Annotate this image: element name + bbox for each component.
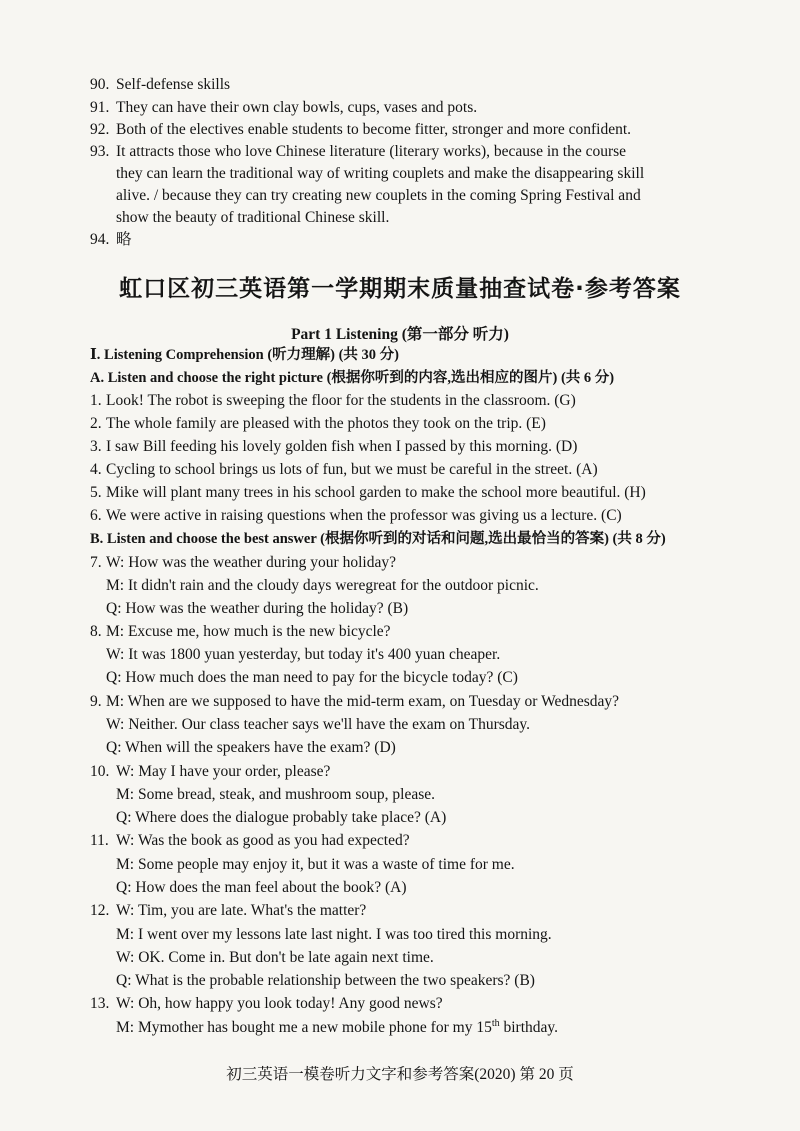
list-item: [90, 482, 646, 504]
item-text: We were active in raising questions when the professor was giving us a lecture. (C): [106, 507, 622, 524]
ordinal-suffix: th: [491, 1017, 500, 1029]
item-number: 10.: [90, 763, 110, 780]
item-text: Cycling to school brings us lots of fun, but we must be careful in the street. (A): [106, 461, 598, 478]
item-number: 3.: [90, 438, 102, 455]
item-number: 4.: [90, 461, 102, 478]
dialogue-line: W: Oh, how happy you look today! Any good news?: [116, 995, 443, 1012]
dialogue-line: M: When are we supposed to have the mid-term exam, on Tuesday or Wednesday?: [106, 693, 620, 710]
list-item: [90, 505, 622, 527]
part-heading: Part 1 Listening (第一部分 听力): [291, 326, 509, 343]
dialogue-item: [90, 761, 330, 783]
dialogue-line: W: Tim, you are late. What's the matter?: [116, 902, 367, 919]
item-number: 11.: [90, 832, 109, 849]
item-number: 8.: [90, 623, 102, 640]
dialogue-line: M: Some people may enjoy it, but it was a waste of time for me.: [116, 856, 515, 873]
dialogue-line: Q: What is the probable relationship between the two speakers? (B): [116, 972, 535, 989]
answer-item: [90, 229, 132, 251]
item-number: 5.: [90, 484, 102, 501]
dialogue-line: M: I went over my lessons late last night. I was too tired this morning.: [116, 926, 552, 943]
item-text: 略: [116, 231, 132, 248]
item-text-continued: they can learn the traditional way of writing couplets and make the disappearing skill: [116, 165, 645, 182]
dialogue-item: [90, 900, 366, 922]
dialogue-line: W: Neither. Our class teacher says we'll have the exam on Thursday.: [106, 716, 531, 733]
section-heading: Ⅰ. Listening Comprehension (听力理解) (共 30 分): [90, 347, 400, 363]
dialogue-line: M: Some bread, steak, and mushroom soup, please.: [116, 786, 435, 803]
dialogue-line: W: OK. Come in. But don't be late again next time.: [116, 949, 434, 966]
item-text: The whole family are pleased with the photos they took on the trip. (E): [106, 415, 546, 432]
item-number: 13.: [90, 995, 110, 1012]
item-number: 6.: [90, 507, 102, 524]
answer-item: [90, 141, 626, 163]
dialogue-item: [90, 621, 391, 643]
dialogue-line: M: Excuse me, how much is the new bicycle?: [106, 623, 391, 640]
list-item: [90, 436, 577, 458]
section-heading: A. Listen and choose the right picture (根据你听到的内容,选出相应的图片) (共 6 分): [90, 370, 615, 386]
dialogue-item: [90, 993, 443, 1015]
item-text: Both of the electives enable students to become fitter, stronger and more confident.: [116, 121, 632, 138]
list-item: [90, 459, 598, 481]
item-number: 2.: [90, 415, 102, 432]
item-text: Self-defense skills: [116, 76, 231, 93]
list-item: [90, 390, 576, 412]
dialogue-item: [90, 691, 619, 713]
answer-item: [90, 119, 631, 141]
item-text: It attracts those who love Chinese literature (literary works), because in the course: [116, 143, 627, 160]
item-number: 9.: [90, 693, 102, 710]
answer-item: [90, 97, 477, 119]
answer-item: [90, 74, 230, 96]
dialogue-line: W: May I have your order, please?: [116, 763, 331, 780]
item-number: 12.: [90, 902, 110, 919]
item-number: 93.: [90, 143, 110, 160]
dialogue-line: Q: How does the man feel about the book? (A): [116, 879, 407, 896]
item-number: 94.: [90, 231, 110, 248]
dialogue-item: [90, 552, 396, 574]
dialogue-line: Q: How was the weather during the holiday? (B): [106, 600, 409, 617]
item-number: 91.: [90, 99, 110, 116]
item-number: 90.: [90, 76, 110, 93]
item-text-continued: show the beauty of traditional Chinese skill.: [116, 209, 390, 226]
dialogue-line: Q: How much does the man need to pay for the bicycle today? (C): [106, 669, 518, 686]
dialogue-item: [90, 830, 410, 852]
dialogue-line: M: It didn't rain and the cloudy days weregreat for the outdoor picnic.: [106, 577, 539, 594]
dialogue-line: W: Was the book as good as you had expected?: [116, 832, 410, 849]
item-text: Mike will plant many trees in his school garden to make the school more beautiful. (H): [106, 484, 646, 501]
dialogue-text-end: birthday.: [499, 1019, 559, 1036]
dialogue-text: M: Mymother has bought me a new mobile phone for my 15: [116, 1019, 492, 1036]
item-text: Look! The robot is sweeping the floor for the students in the classroom. (G): [106, 392, 576, 409]
dialogue-line: Q: When will the speakers have the exam? (D): [106, 739, 396, 756]
dialogue-line: W: How was the weather during your holiday?: [106, 554, 396, 571]
item-text: I saw Bill feeding his lovely golden fish when I passed by this morning. (D): [106, 438, 578, 455]
dialogue-line: [116, 1017, 558, 1039]
document-title: 虹口区初三英语第一学期期末质量抽查试卷·参考答案: [119, 276, 681, 302]
page-footer: 初三英语一模卷听力文字和参考答案(2020) 第 20 页: [226, 1066, 574, 1083]
item-number: 92.: [90, 121, 110, 138]
dialogue-line: Q: Where does the dialogue probably take place? (A): [116, 809, 447, 826]
item-number: 7.: [90, 554, 102, 571]
section-heading: B. Listen and choose the best answer (根据你听到的对话和问题,选出最恰当的答案) (共 8 分): [90, 531, 666, 547]
list-item: [90, 413, 546, 435]
item-number: 1.: [90, 392, 102, 409]
item-text: They can have their own clay bowls, cups, vases and pots.: [116, 99, 478, 116]
dialogue-line: W: It was 1800 yuan yesterday, but today it's 400 yuan cheaper.: [106, 646, 501, 663]
item-text-continued: alive. / because they can try creating new couplets in the coming Spring Festival and: [116, 187, 641, 204]
